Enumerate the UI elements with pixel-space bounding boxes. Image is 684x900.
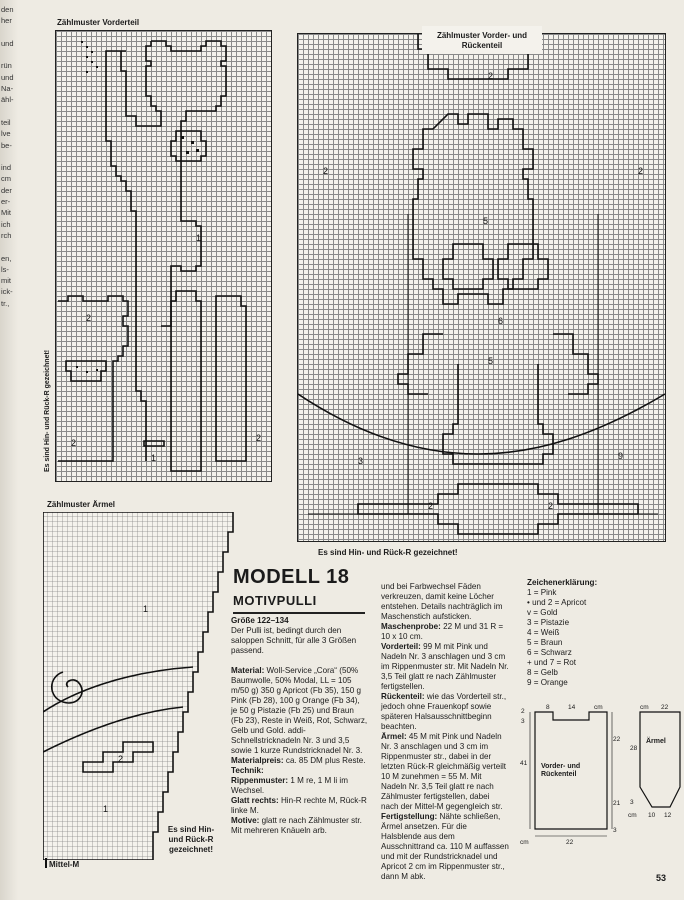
legend-item: • und 2 = Apricot (527, 598, 587, 607)
body-dim-bottom: 22 (566, 839, 574, 846)
rib-text: 1 M re, 1 M li im Wechsel. (231, 776, 348, 795)
svg-text:2: 2 (118, 754, 124, 764)
legend-item: 5 = Braun (527, 638, 563, 647)
body-dim-unit: cm (594, 704, 603, 711)
body-dim-right-top: 22 (613, 736, 621, 743)
svg-text:1: 1 (143, 604, 149, 614)
back-text: wie das Vorderteil str., jedoch ohne Frauenkopf sowie späteren Halsausschnittbeginn beachten. (381, 692, 507, 731)
front-back-rows-note: Es sind Hin- und Rück-R gezeichnet! (318, 548, 458, 557)
title-rule (233, 612, 365, 614)
svg-text:2: 2 (428, 501, 434, 511)
center-stitch-label: Mittel-M (49, 860, 80, 869)
body-dim-left-small: 2 (521, 708, 525, 715)
svg-text:2: 2 (548, 501, 554, 511)
svg-text:2: 2 (323, 166, 329, 176)
neighbor-page-line (1, 49, 23, 60)
material-label: Material: (231, 666, 265, 675)
svg-text:9: 9 (618, 451, 624, 461)
neighbor-page-text (1, 4, 23, 309)
svg-text:2: 2 (488, 71, 494, 81)
motif-text: glatt re nach Zählmuster str. Mit mehreren Knäueln arb. (231, 816, 362, 835)
legend-item: + und 7 = Rot (527, 658, 577, 667)
sleeve-chart-motif (43, 512, 243, 860)
front-back-chart-grid (297, 33, 666, 542)
material-text: Woll-Service „Cora“ (50% Baumwolle, 50% Modal, LL = 105 m/50 g) 350 g Apricot (Fb 35), 150 g Pink (Fb 28), 100 g Orange (Fb 34), je 50 g Pistazie (Fb 25) und Braun (Fb 23), Reste in Weiß, Rot, Schwarz, Gelb und Gold. addi-Schnellstricknadeln Nr. 3 und 3,5 sowie 1 kurze Rundstricknadel Nr. 3. (231, 666, 368, 755)
legend (527, 578, 657, 688)
svg-text:2: 2 (86, 313, 92, 323)
body-dim-top: 8 (546, 704, 550, 711)
sleeve-rows-note: Es sind Hin- und Rück-R gezeichnet! (167, 825, 215, 854)
body-dim-bottom-unit: cm (520, 839, 529, 846)
center-marker (45, 858, 47, 868)
neighbor-page-line: Mit (1, 208, 11, 218)
front-back-chart-title: Zählmuster Vorder- und Rückenteil (436, 31, 528, 50)
neighbor-page-line (1, 27, 23, 38)
technique-label: Technik: (231, 766, 264, 775)
back-label: Rückenteil: (381, 692, 425, 701)
neighbor-page-line: Na- (1, 84, 14, 94)
sleeve-chart-title: Zählmuster Ärmel (47, 500, 116, 509)
svg-text:2: 2 (638, 166, 644, 176)
finish-label: Fertigstellung: (381, 812, 438, 821)
body-dim-left: 41 (520, 760, 528, 767)
legend-item: 8 = Gelb (527, 668, 558, 677)
smooth-text: Hin-R rechte M, Rück-R linke M. (231, 796, 367, 815)
model-title: MODELL 18 (233, 566, 350, 588)
body-dim-right-mid: 21 (613, 800, 621, 807)
sleeve-dim-bottom-unit: cm (628, 812, 637, 819)
sleeve-dim-top: 22 (661, 704, 669, 711)
sleeve-label: Ärmel: (381, 732, 407, 741)
neighbor-page-line: her (1, 16, 12, 26)
neighbor-page-line: ls- (1, 264, 9, 274)
legend-title: Zeichenerklärung: (527, 578, 598, 587)
body-dim-left-small2: 3 (521, 718, 525, 725)
front-label: Vorderteil: (381, 642, 421, 651)
article-column-1 (231, 616, 368, 836)
legend-item: 3 = Pistazie (527, 618, 570, 627)
neighbor-page-line: be- (1, 140, 12, 150)
front-text: 99 M mit Pink und Nadeln Nr. 3 anschlagen und 3 cm im Rippenmuster str. Mit Nadeln Nr. 3,5 Teil glatt re nach Zählmuster fertigstellen. (381, 642, 509, 691)
svg-text:2: 2 (71, 438, 77, 448)
neighbor-page-line: cm (1, 174, 11, 184)
svg-text:5: 5 (488, 356, 494, 366)
neighbor-page-line: ind (1, 163, 12, 173)
sleeve-dim-bottom-b: 12 (664, 812, 672, 819)
neighbor-page-line (1, 241, 23, 252)
finish-text: Nähte schließen, Ärmel ansetzen. Für die Halsblende aus dem Ausschnittrand ca. 110 M auffassen und mit der Rundstricknadel und Apricot 2 cm im Rippenmuster str., dann M abk. (381, 812, 509, 881)
smooth-label: Glatt rechts: (231, 796, 279, 805)
svg-text:3: 3 (358, 456, 364, 466)
svg-text:6: 6 (498, 316, 504, 326)
sleeve-text: 45 M mit Pink und Nadeln Nr. 3 anschlagen und 3 cm im Rippenmuster str., dabei in der letzten Rück-R gleichmäßig verteilt 10 M zunehmen = 55 M. Mit Nadeln Nr. 3,5 Teil glatt re nach Zählmuster fertigstellen, dabei nach der Mittel-M gegengleich str. (381, 732, 507, 811)
svg-text:2: 2 (256, 433, 262, 443)
neighbor-page-line: den (1, 5, 14, 14)
front-chart-motif (56, 31, 271, 481)
sleeve-dim-left-small: 3 (630, 799, 634, 806)
neighbor-page-line: teil (1, 117, 11, 127)
legend-item: 1 = Pink (527, 588, 557, 597)
model-subtitle: MOTIVPULLI (233, 593, 317, 608)
legend-item: 4 = Weiß (527, 628, 560, 637)
front-chart-title: Zählmuster Vorderteil (57, 18, 140, 27)
svg-text:1: 1 (103, 804, 109, 814)
legend-item: 9 = Orange (527, 678, 568, 687)
sleeve-dim-left: 28 (630, 745, 638, 752)
neighbor-page-line: und (1, 38, 14, 48)
neighbor-page-line: rch (1, 230, 12, 240)
neighbor-page-line: tr., (1, 298, 10, 308)
sleeve-schematic-label: Ärmel (646, 738, 666, 745)
legend-item: 6 = Schwarz (527, 648, 572, 657)
gauge-label: Maschenprobe: (381, 622, 441, 631)
gauge-text: 22 M und 31 R = 10 x 10 cm. (381, 622, 504, 641)
body-dim-right-bot: 3 (613, 827, 617, 834)
page-number: 53 (656, 873, 667, 883)
intro-text: Der Pulli ist, bedingt durch den saloppen Schnitt, für alle 3 Größen passend. (231, 626, 357, 655)
neighbor-page-line: mit (1, 276, 11, 286)
front-rows-note: Es sind Hin- und Rück-R gezeichnet! (44, 349, 51, 472)
body-schematic-label: Vorder- und Rückenteil (541, 763, 581, 778)
neighbor-page-line: ick- (1, 287, 13, 297)
size-label: Größe 122–134 (231, 616, 289, 625)
legend-item: v = Gold (527, 608, 558, 617)
sleeve-chart-grid (43, 512, 243, 860)
svg-text:5: 5 (483, 216, 489, 226)
col2-intro: und bei Farbwechsel Fäden verkreuzen, damit keine Löcher entstehen. Details nachträglich im Maschenstich aufsticken. (381, 582, 503, 621)
price-text: ca. 85 DM plus Reste. (285, 756, 366, 765)
neighbor-page-line: ähl- (1, 95, 14, 105)
neighbor-page-line: und (1, 72, 14, 82)
neighbor-page-line: er- (1, 197, 11, 207)
motif-label: Motive: (231, 816, 260, 825)
neighbor-page-line: der (1, 185, 12, 195)
sleeve-dim-bottom-a: 10 (648, 812, 656, 819)
neighbor-page-line: lve (1, 129, 11, 139)
neighbor-page-line: en, (1, 253, 12, 263)
neighbor-page-line (1, 151, 23, 162)
front-back-chart-motif (298, 34, 665, 541)
body-dim-top-mid: 14 (568, 704, 576, 711)
neighbor-page-line: rün (1, 61, 12, 71)
rib-label: Rippenmuster: (231, 776, 289, 785)
svg-text:1: 1 (196, 233, 202, 243)
svg-text:1: 1 (151, 453, 157, 463)
front-chart-grid (55, 30, 272, 482)
neighbor-page-line (1, 106, 23, 117)
sleeve-dim-unit: cm (640, 704, 649, 711)
price-label: Materialpreis: (231, 756, 284, 765)
neighbor-page-line: ich (1, 219, 11, 229)
article-column-2 (381, 582, 509, 882)
